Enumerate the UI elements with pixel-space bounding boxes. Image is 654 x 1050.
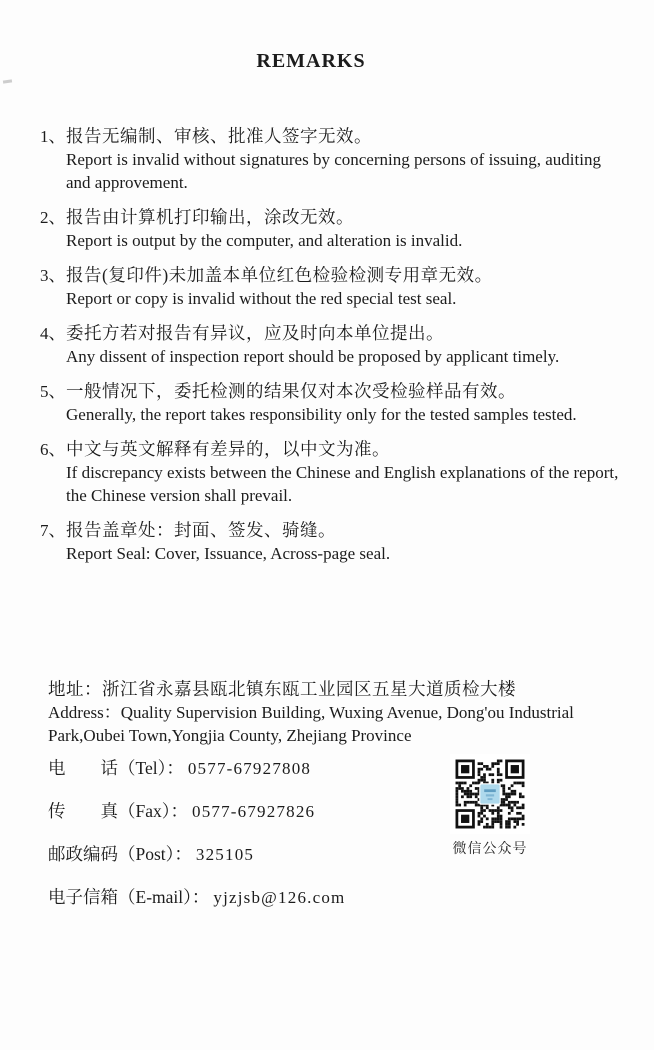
item-chinese-text: 中文与英文解释有差异的，以中文为准。 (66, 439, 390, 459)
item-chinese-text: 报告无编制、审核、批准人签字无效。 (66, 126, 372, 146)
fax-label: 传 真（Fax）： (48, 801, 188, 821)
item-chinese-text: 报告(复印件)未加盖本单位红色检验检测专用章无效。 (66, 265, 493, 285)
remark-item-6 (40, 438, 620, 507)
item-number: 6、 (40, 440, 66, 459)
remark-item-1 (40, 125, 620, 194)
item-number: 1、 (40, 127, 66, 146)
remark-item-2 (40, 206, 620, 252)
item-chinese-text: 一般情况下，委托检测的结果仅对本次受检验样品有效。 (66, 381, 516, 401)
wechat-qr-block (446, 754, 534, 858)
telephone-label: 电 话（Tel）： (48, 758, 184, 778)
item-number: 4、 (40, 324, 66, 343)
item-chinese-text: 报告盖章处：封面、签发、骑缝。 (66, 520, 336, 540)
fax-line (48, 800, 620, 823)
item-english-text: Report or copy is invalid without the red special test seal. (66, 289, 457, 308)
remark-item-7 (40, 519, 620, 565)
item-english-text: Report Seal: Cover, Issuance, Across-page seal. (66, 544, 391, 563)
remarks-list (40, 125, 620, 565)
postcode-line (48, 843, 620, 866)
item-english-text: Report is invalid without signatures by concerning persons of issuing, auditing and approvement. (66, 150, 601, 192)
item-english-text: Any dissent of inspection report should be proposed by applicant timely. (66, 347, 560, 366)
email-line (48, 886, 620, 909)
scan-artifact (3, 79, 12, 83)
postcode-label: 邮政编码（Post）： (48, 844, 192, 864)
qr-code-icon (448, 754, 532, 834)
item-chinese-text: 报告由计算机打印输出，涂改无效。 (66, 207, 354, 227)
email-value: yjzjsb@126.com (213, 888, 346, 907)
item-number: 2、 (40, 208, 66, 227)
remark-item-3 (40, 264, 620, 310)
telephone-value: 0577-67927808 (187, 759, 312, 778)
remark-item-5 (40, 380, 620, 426)
contact-footer (48, 678, 620, 929)
remarks-page (0, 50, 654, 1050)
telephone-line (48, 757, 620, 780)
fax-value: 0577-67927826 (192, 802, 316, 821)
item-number: 7、 (40, 521, 66, 540)
item-english-text: Report is output by the computer, and alteration is invalid. (66, 231, 463, 250)
contact-lines (48, 757, 620, 909)
item-english-text: Generally, the report takes responsibility only for the tested samples tested. (66, 405, 577, 424)
page-title: REMARKS (256, 50, 366, 72)
email-label: 电子信箱（E-mail）： (48, 887, 210, 907)
remark-item-4 (40, 322, 620, 368)
postcode-value: 325105 (195, 845, 255, 864)
item-chinese-text: 委托方若对报告有异议，应及时向本单位提出。 (66, 323, 444, 343)
address-english: Address：Quality Supervision Building, Wuxing Avenue, Dong'ou Industrial Park,Oubei Town,Yongjia County, Zhejiang Province (48, 703, 574, 745)
qr-caption: 微信公众号 (452, 840, 528, 856)
item-number: 3、 (40, 266, 66, 285)
item-number: 5、 (40, 382, 66, 401)
address-chinese: 地址：浙江省永嘉县瓯北镇东瓯工业园区五星大道质检大楼 (48, 679, 516, 699)
item-english-text: If discrepancy exists between the Chinese and English explanations of the report, the Chinese version shall prevail. (66, 463, 619, 505)
